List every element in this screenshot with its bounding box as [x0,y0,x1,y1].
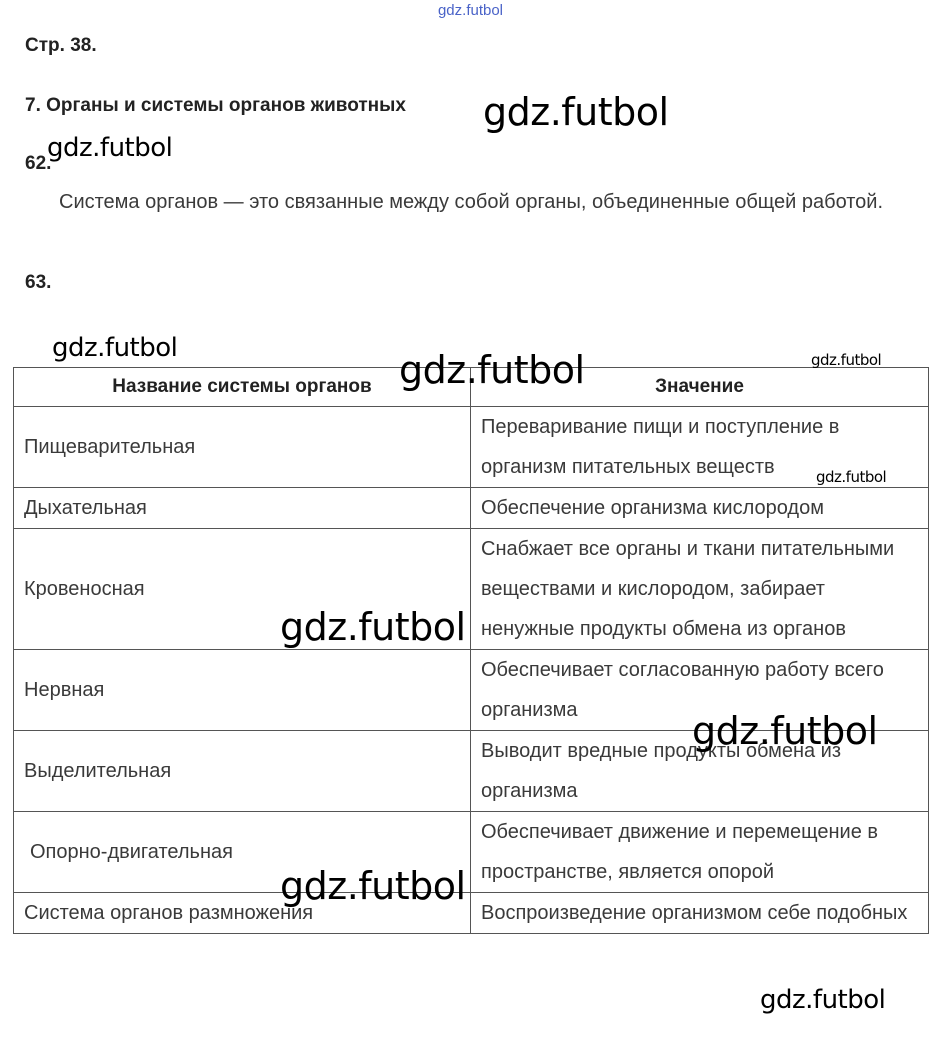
system-meaning-cell: Снабжает все органы и ткани питательными веществами и кислородом, забирает ненужные продукты обмена из органов [471,529,929,650]
system-meaning-cell: Переваривание пищи и поступление в организм питательных веществ [471,407,929,488]
task-number-62: 62. [25,153,52,174]
watermark-overlay: gdz.futbol [760,985,886,1015]
system-name-cell: Пищеварительная [14,407,471,488]
task-62-answer: Система органов — это связанные между собой органы, объединенные общей работой. [59,191,884,213]
watermark-overlay: gdz.futbol [811,351,882,369]
system-name-cell: Дыхательная [14,488,471,529]
system-meaning-cell: Обеспечивает движение и перемещение в пространстве, является опорой [471,812,929,893]
table-row [14,529,929,650]
watermark-overlay: gdz.futbol [52,333,178,363]
system-meaning-cell: Обеспечивает согласованную работу всего организма [471,650,929,731]
system-name-cell: Нервная [14,650,471,731]
system-name-text: Опорно-двигательная [30,841,233,863]
column-header-meaning: Значение [471,368,929,407]
system-name-cell: Выделительная [14,731,471,812]
top-watermark[interactable]: gdz.futbol [437,2,504,19]
page-reference: Стр. 38. [25,35,97,56]
table-row [14,893,929,934]
watermark-overlay: gdz.futbol [47,133,173,163]
table-row [14,812,929,893]
task-number-63: 63. [25,272,52,293]
watermark-overlay: gdz.futbol [399,348,585,392]
table-row [14,407,929,488]
system-meaning-cell: Воспроизведение организмом себе подобных [471,893,929,934]
watermark-overlay: gdz.futbol [483,90,669,134]
watermark-overlay: gdz.futbol [280,864,466,908]
watermark-overlay: gdz.futbol [692,709,878,753]
organ-systems-table [13,367,929,934]
table-row [14,488,929,529]
system-name-cell: Система органов размножения [14,893,471,934]
section-title: 7. Органы и системы органов животных [25,95,406,116]
system-name-cell: Кровеносная [14,529,471,650]
watermark-overlay: gdz.futbol [280,605,466,649]
column-header-system-name: Название системы органов [14,368,471,407]
system-meaning-cell: Выводит вредные продукты обмена из организма [471,731,929,812]
system-meaning-cell: Обеспечение организма кислородом [471,488,929,529]
watermark-overlay: gdz.futbol [816,468,887,486]
